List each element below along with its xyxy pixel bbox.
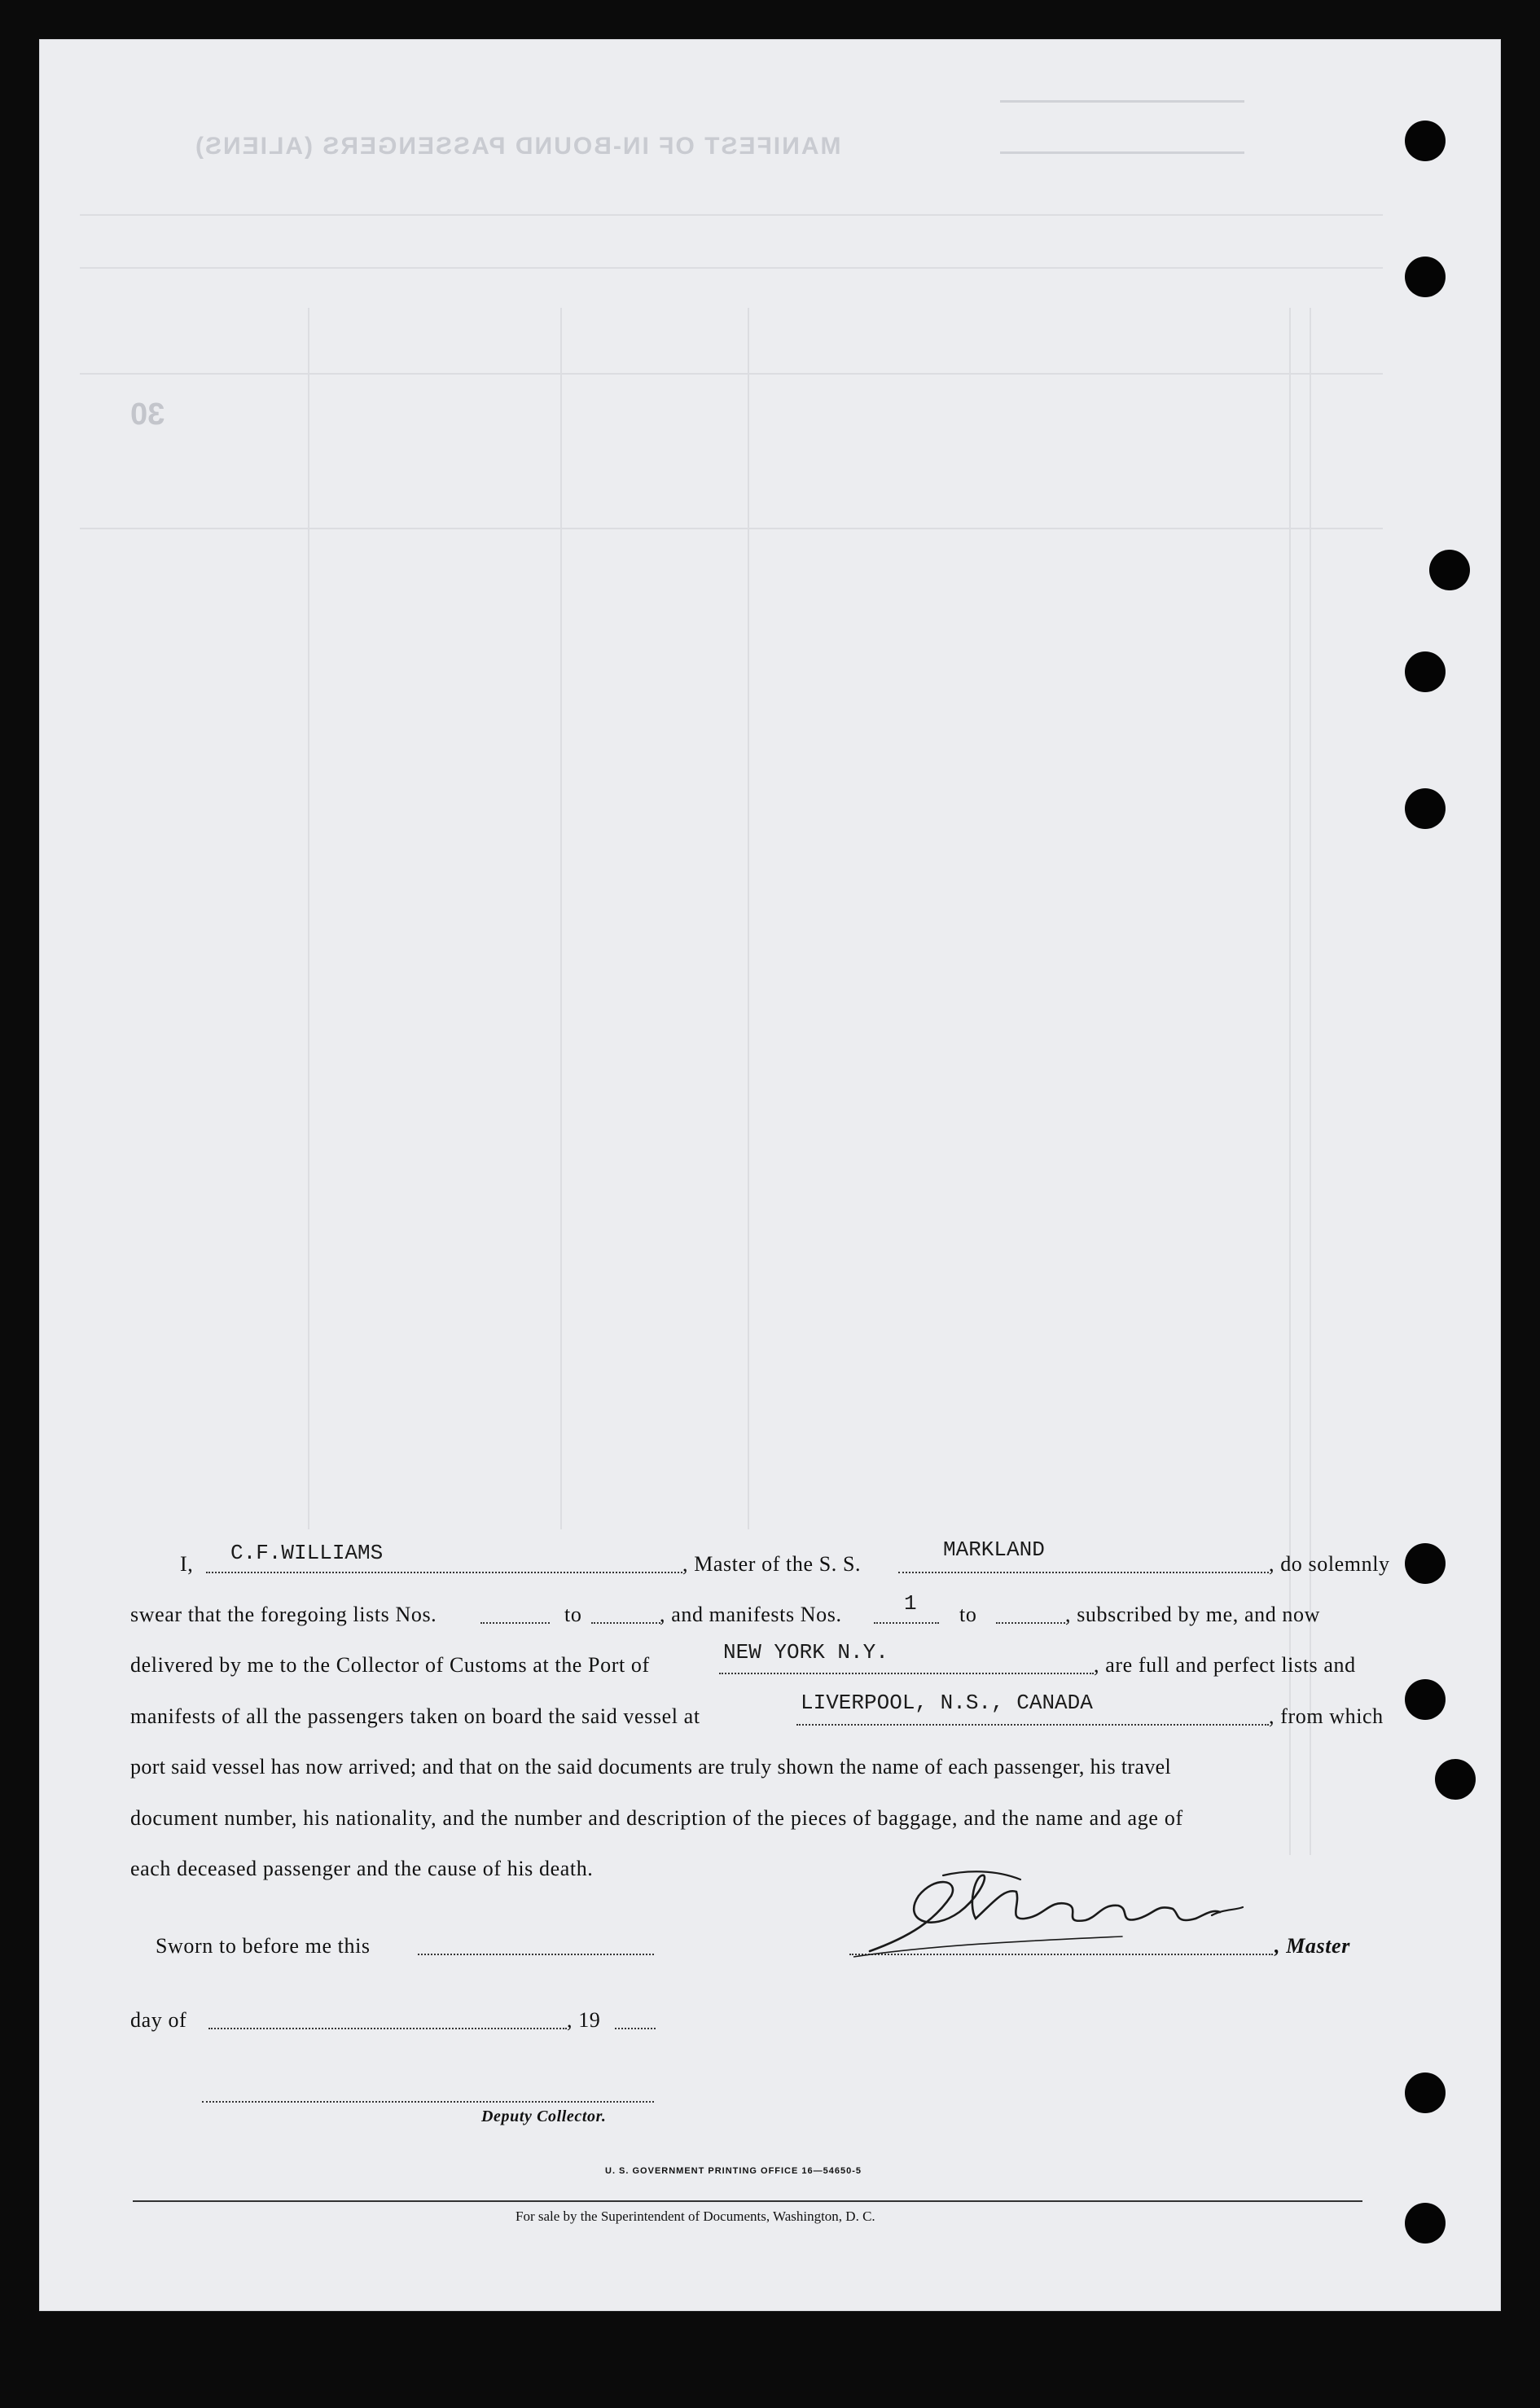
lists-from-line: [480, 1622, 550, 1624]
faint-col-rule: [748, 308, 749, 1529]
oath-to-2: to: [959, 1603, 977, 1626]
port-of-arrival-line: [719, 1673, 1094, 1674]
master-signature: [853, 1855, 1277, 1961]
port-of-departure-line: [796, 1724, 1269, 1726]
punch-hole: [1429, 550, 1470, 590]
punch-hole: [1405, 1543, 1446, 1584]
sworn-date-line: [418, 1954, 654, 1955]
punch-hole: [1405, 2072, 1446, 2113]
year-prefix: , 19: [567, 2008, 601, 2032]
sworn-label: Sworn to before me this: [156, 1934, 371, 1958]
for-sale-notice: For sale by the Superintendent of Documents, Washington, D. C.: [516, 2208, 875, 2224]
punch-hole: [1435, 1759, 1476, 1800]
faint-row-rule: [80, 214, 1383, 216]
deputy-collector-line: [202, 2101, 654, 2103]
oath-and-manifests: , and manifests Nos.: [660, 1603, 842, 1626]
oath-line-7: each deceased passenger and the cause of his death.: [130, 1857, 594, 1880]
oath-line-6: document number, his nationality, and the number and description of the pieces of baggage, and the name and age of: [130, 1806, 1183, 1830]
oath-line-5: port said vessel has now arrived; and that on the said documents are truly shown the name of each passenger, his travel: [130, 1755, 1172, 1779]
master-name-line: [206, 1572, 682, 1573]
oath-to-1: to: [564, 1603, 582, 1626]
oath-swear-lists: swear that the foregoing lists Nos.: [130, 1603, 437, 1626]
printing-office-imprint: U. S. GOVERNMENT PRINTING OFFICE 16—54650-5: [605, 2166, 862, 2176]
port-of-arrival: NEW YORK N.Y.: [723, 1640, 888, 1665]
oath-from-which: , from which: [1269, 1704, 1384, 1728]
faint-row-rule: [80, 267, 1383, 269]
master-label: , Master: [1275, 1934, 1350, 1958]
oath-delivered: delivered by me to the Collector of Customs at the Port of: [130, 1653, 650, 1677]
punch-hole: [1405, 788, 1446, 829]
manifest-from-number: 1: [904, 1591, 917, 1616]
vessel-name: MARKLAND: [943, 1537, 1045, 1562]
day-of-line: [208, 2028, 567, 2029]
oath-i: I,: [180, 1552, 194, 1576]
year-line: [615, 2028, 656, 2029]
oath-do-solemnly: , do solemnly: [1269, 1552, 1390, 1576]
oath-manifests-of: manifests of all the passengers taken on board the said vessel at: [130, 1704, 700, 1728]
faint-row-rule: [80, 528, 1383, 529]
faint-col-rule: [560, 308, 562, 1529]
deputy-collector-label: Deputy Collector.: [481, 2108, 607, 2125]
manifest-to-line: [996, 1622, 1065, 1624]
manifest-from-line: [874, 1622, 939, 1624]
oath-master-of: , Master of the S. S.: [682, 1552, 862, 1576]
footer-rule: [133, 2200, 1362, 2202]
master-name: C.F.WILLIAMS: [230, 1541, 384, 1565]
faint-header-block: [1000, 100, 1244, 154]
day-of-label: day of: [130, 2008, 187, 2032]
manifest-page: [39, 39, 1501, 2311]
faint-stamp-number: 30: [130, 397, 165, 432]
punch-hole: [1405, 257, 1446, 297]
lists-to-line: [591, 1622, 660, 1624]
faint-header-title: MANIFEST OF IN-BOUND PASSENGERS (ALIENS): [194, 133, 841, 160]
port-of-departure: LIVERPOOL, N.S., CANADA: [801, 1691, 1093, 1715]
punch-hole: [1405, 1679, 1446, 1720]
oath-full-perfect: , are full and perfect lists and: [1094, 1653, 1356, 1677]
punch-hole: [1405, 651, 1446, 692]
faint-col-rule: [308, 308, 309, 1529]
vessel-line: [898, 1572, 1269, 1573]
punch-hole: [1405, 121, 1446, 161]
faint-row-rule: [80, 373, 1383, 375]
punch-hole: [1405, 2203, 1446, 2244]
oath-subscribed: , subscribed by me, and now: [1065, 1603, 1320, 1626]
